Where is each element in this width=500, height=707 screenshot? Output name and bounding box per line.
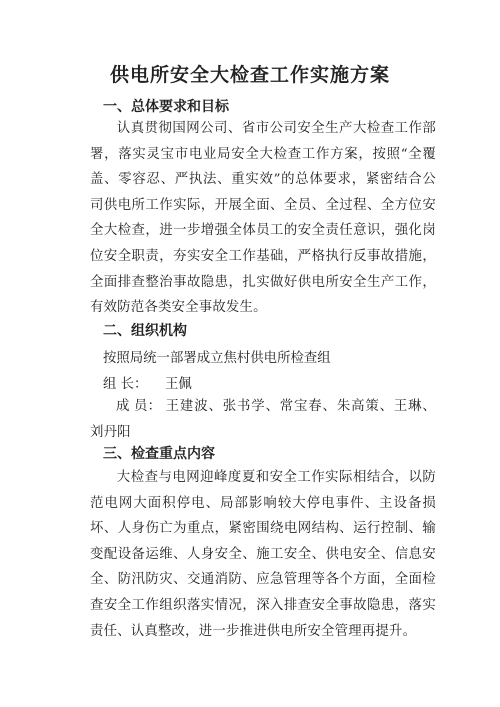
section-heading-organization: 二、组织机构 [103,323,187,339]
leader-label: 组 长： [103,377,148,392]
leader-name: 王佩 [165,377,192,392]
organization-leader [103,373,192,392]
organization-intro: 按照局统一部署成立焦村供电所检查组 [103,351,331,366]
document-title: 供电所安全大检查工作实施方案 [109,64,390,86]
section-heading-inspection: 三、检查重点内容 [103,446,215,462]
section-body-goals: 认真贯彻国网公司、省市公司安全生产大检查工作部署，落实灵宝市电业局安全大检查工作方案，按照“全覆盖、零容忍、严执法、重实效”的总体要求，紧密结合公司供电所工作实际，开展全面、全员、全过程、全方位安全大检查，进一步增强全体员工的安全责任意识，强化岗位安全职责，夯实安全工作基础，严格执行反事故措施，全面排查整治事故隐患，扎实做好供电所安全生产工作，有效防范各类安全事故发生。 [90,121,436,316]
section-heading-goals: 一、总体要求和目标 [103,99,229,115]
members-label: 成 员： [116,399,162,414]
section-body-inspection: 大检查与电网迎峰度夏和安全工作实际相结合，以防范电网大面积停电、局部影响较大停电事件、主设备损坏、人身伤亡为重点，紧密围绕电网结构、运行控制、输变配设备运维、人身安全、施工安全、供电安全、信息安全、防汛防灾、交通消防、应急管理等各个方面，全面检查安全工作组织落实情况，深入排查安全事故隐患，落实责任、认真整改，进一步推进供电所安全管理再提升。 [90,470,436,639]
members-names: 王建波、张书学、常宝春、朱高策、王琳、刘丹阳 [90,399,436,440]
organization-members [90,394,436,445]
